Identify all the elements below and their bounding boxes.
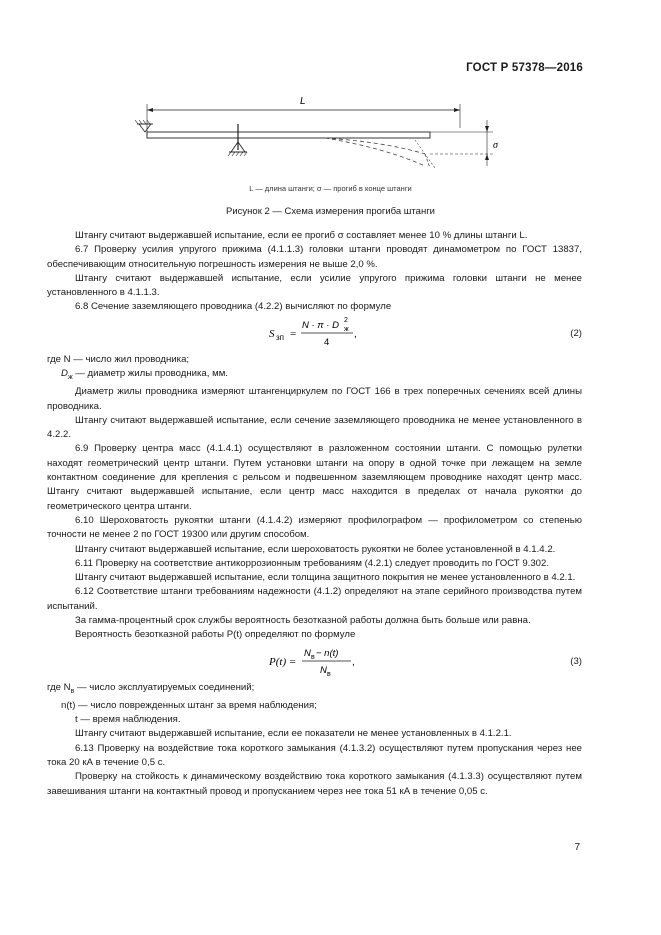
formula-2-num-sup: 2	[344, 316, 348, 324]
formula-2-lhs-sub: зп	[276, 332, 284, 342]
formula-2-num-sub: ж	[344, 325, 349, 333]
formula-3	[47, 643, 582, 681]
document-body	[47, 229, 582, 799]
figure-deflection-scheme	[125, 88, 505, 198]
paragraph: 6.11 Проверку на соответствие антикоррозионным требованиям (4.2.1) следует проводить по ГОСТ 9.302.	[75, 557, 550, 569]
deflected-rod-bottom	[325, 138, 425, 166]
paragraph: За гамма-процентный срок службы вероятность безотказной работы должна быть больше или равна.	[75, 615, 531, 627]
hinge-triangle	[139, 124, 151, 132]
definition: t — время наблюдения.	[75, 714, 181, 726]
paragraph: 6.10 Шероховатость рукоятки штанги (4.1.4.2) измеряют профилографом — профилометром со степенью точности не менее 2 по ГОСТ 19300 или другим способом.	[47, 514, 582, 541]
svg-text:,: ,	[352, 656, 355, 668]
formula-2-lhs: S	[269, 327, 275, 340]
paragraph: Штангу считают выдержавшей испытание, если ее показатели не менее установленных в 4.1.2.1.	[75, 728, 512, 740]
definition: где $N_в$ — число эксплуатируемых соединений;	[47, 681, 255, 695]
definition: n(t) — число поврежденных штанг за время наблюдения;	[61, 699, 317, 711]
formula-2	[47, 315, 582, 353]
arrow-left	[147, 108, 153, 112]
paragraph: Штангу считают выдержавшей испытание, если сечение заземляющего проводника не менее установленного в 4.2.2.	[47, 414, 582, 441]
definition: где N — число жил проводника;	[47, 353, 190, 365]
formula-2-svg	[47, 315, 582, 353]
formula-3-lhs: P(t) =	[269, 655, 297, 668]
page-number: 7	[574, 842, 580, 853]
formula-3-number: (3)	[570, 655, 582, 667]
dim-label-L: L	[300, 96, 306, 107]
rod	[147, 132, 430, 138]
figure-legend: L — длина штанги; σ — прогиб в конце штанги	[249, 184, 412, 193]
paragraph: 6.8 Сечение заземляющего проводника (4.2.2) вычисляют по формуле	[75, 301, 392, 313]
sigma-label: σ	[493, 140, 498, 151]
formula-3-num-b: − n(t)	[316, 647, 339, 659]
paragraph: 6.12 Соответствие штанги требованиям надежности (4.1.2) определяют на этапе серийного производства путем испытаний.	[47, 586, 582, 612]
paragraph: Штангу считают выдержавшей испытание, если ее прогиб σ составляет менее 10 % длины штанги L.	[75, 230, 528, 241]
document-header: ГОСТ Р 57378—2016	[466, 62, 583, 74]
paragraph: 6.9 Проверку центра масс (4.1.4.1) осуществляют в разложенном состоянии штанги. С помощью рулетки находят геометрический центр штанги. Путем установки штанги на опору в одной точке при лежащем на земле контактном соединение для крепления с рельсом и подвешенном заземляющем проводнике находят центр масс. Штангу считают выдержавшей испытание, если центр масс находится в пределах от начала рукоятки до геометрического центра штанги.	[47, 443, 582, 512]
paragraph: Штангу считают выдержавшей испытание, если усилие упругого прижима головки штанги не менее установленного в 4.1.1.3.	[47, 272, 582, 299]
paragraph: 6.7 Проверку усилия упругого прижима (4.1.1.3) головки штанги проводят динамометром по ГОСТ 13837, обеспечивающим относительную погрешность измерения не выше 2,0 %.	[47, 244, 582, 270]
paragraph: Диаметр жилы проводника измеряют штангенциркулем по ГОСТ 166 в трех поперечных сечениях всей длины проводника.	[47, 386, 582, 412]
paragraph: Штангу считают выдержавшей испытание, если толщина защитного покрытия не менее установленного в 4.2.1.	[75, 572, 576, 584]
paragraph: Вероятность безотказной работы P(t) определяют по формуле	[75, 629, 356, 641]
arrow-right	[454, 108, 460, 112]
formula-3-denominator: N	[320, 664, 327, 676]
figure-caption: Рисунок 2 — Схема измерения прогиба штанги	[226, 206, 435, 217]
formula-2-number: (2)	[570, 327, 582, 339]
paragraph: Штангу считают выдержавшей испытание, если шероховатость рукоятки не более установленной в 4.1.4.2.	[75, 543, 556, 555]
svg-text:=: =	[290, 327, 297, 340]
svg-text:,: ,	[354, 328, 357, 340]
formula-3-num-a: N	[304, 647, 311, 659]
definition: $D_ж$ — диаметр жилы проводника, мм.	[61, 368, 228, 381]
paragraph: 6.13 Проверку на воздействие тока короткого замыкания (4.1.3.2) осуществляют путем пропускания через нее тока 20 кА в течение 0,5 с.	[47, 742, 582, 769]
formula-3-den-sub: в	[327, 670, 331, 678]
formula-3-svg	[47, 643, 582, 681]
formula-3-num-a-sub: в	[311, 653, 315, 661]
formula-2-denominator: 4	[324, 336, 330, 348]
paragraph: Проверку на стойкость к динамическому воздействию тока короткого замыкания (4.1.3.3) осуществляют путем завешивания штанги на контактный провод и пропусканием через нее тока 51 кА в течение 0,05 с.	[47, 771, 582, 797]
formula-2-numerator: N · π · D	[302, 319, 339, 331]
figure-svg	[125, 88, 505, 198]
